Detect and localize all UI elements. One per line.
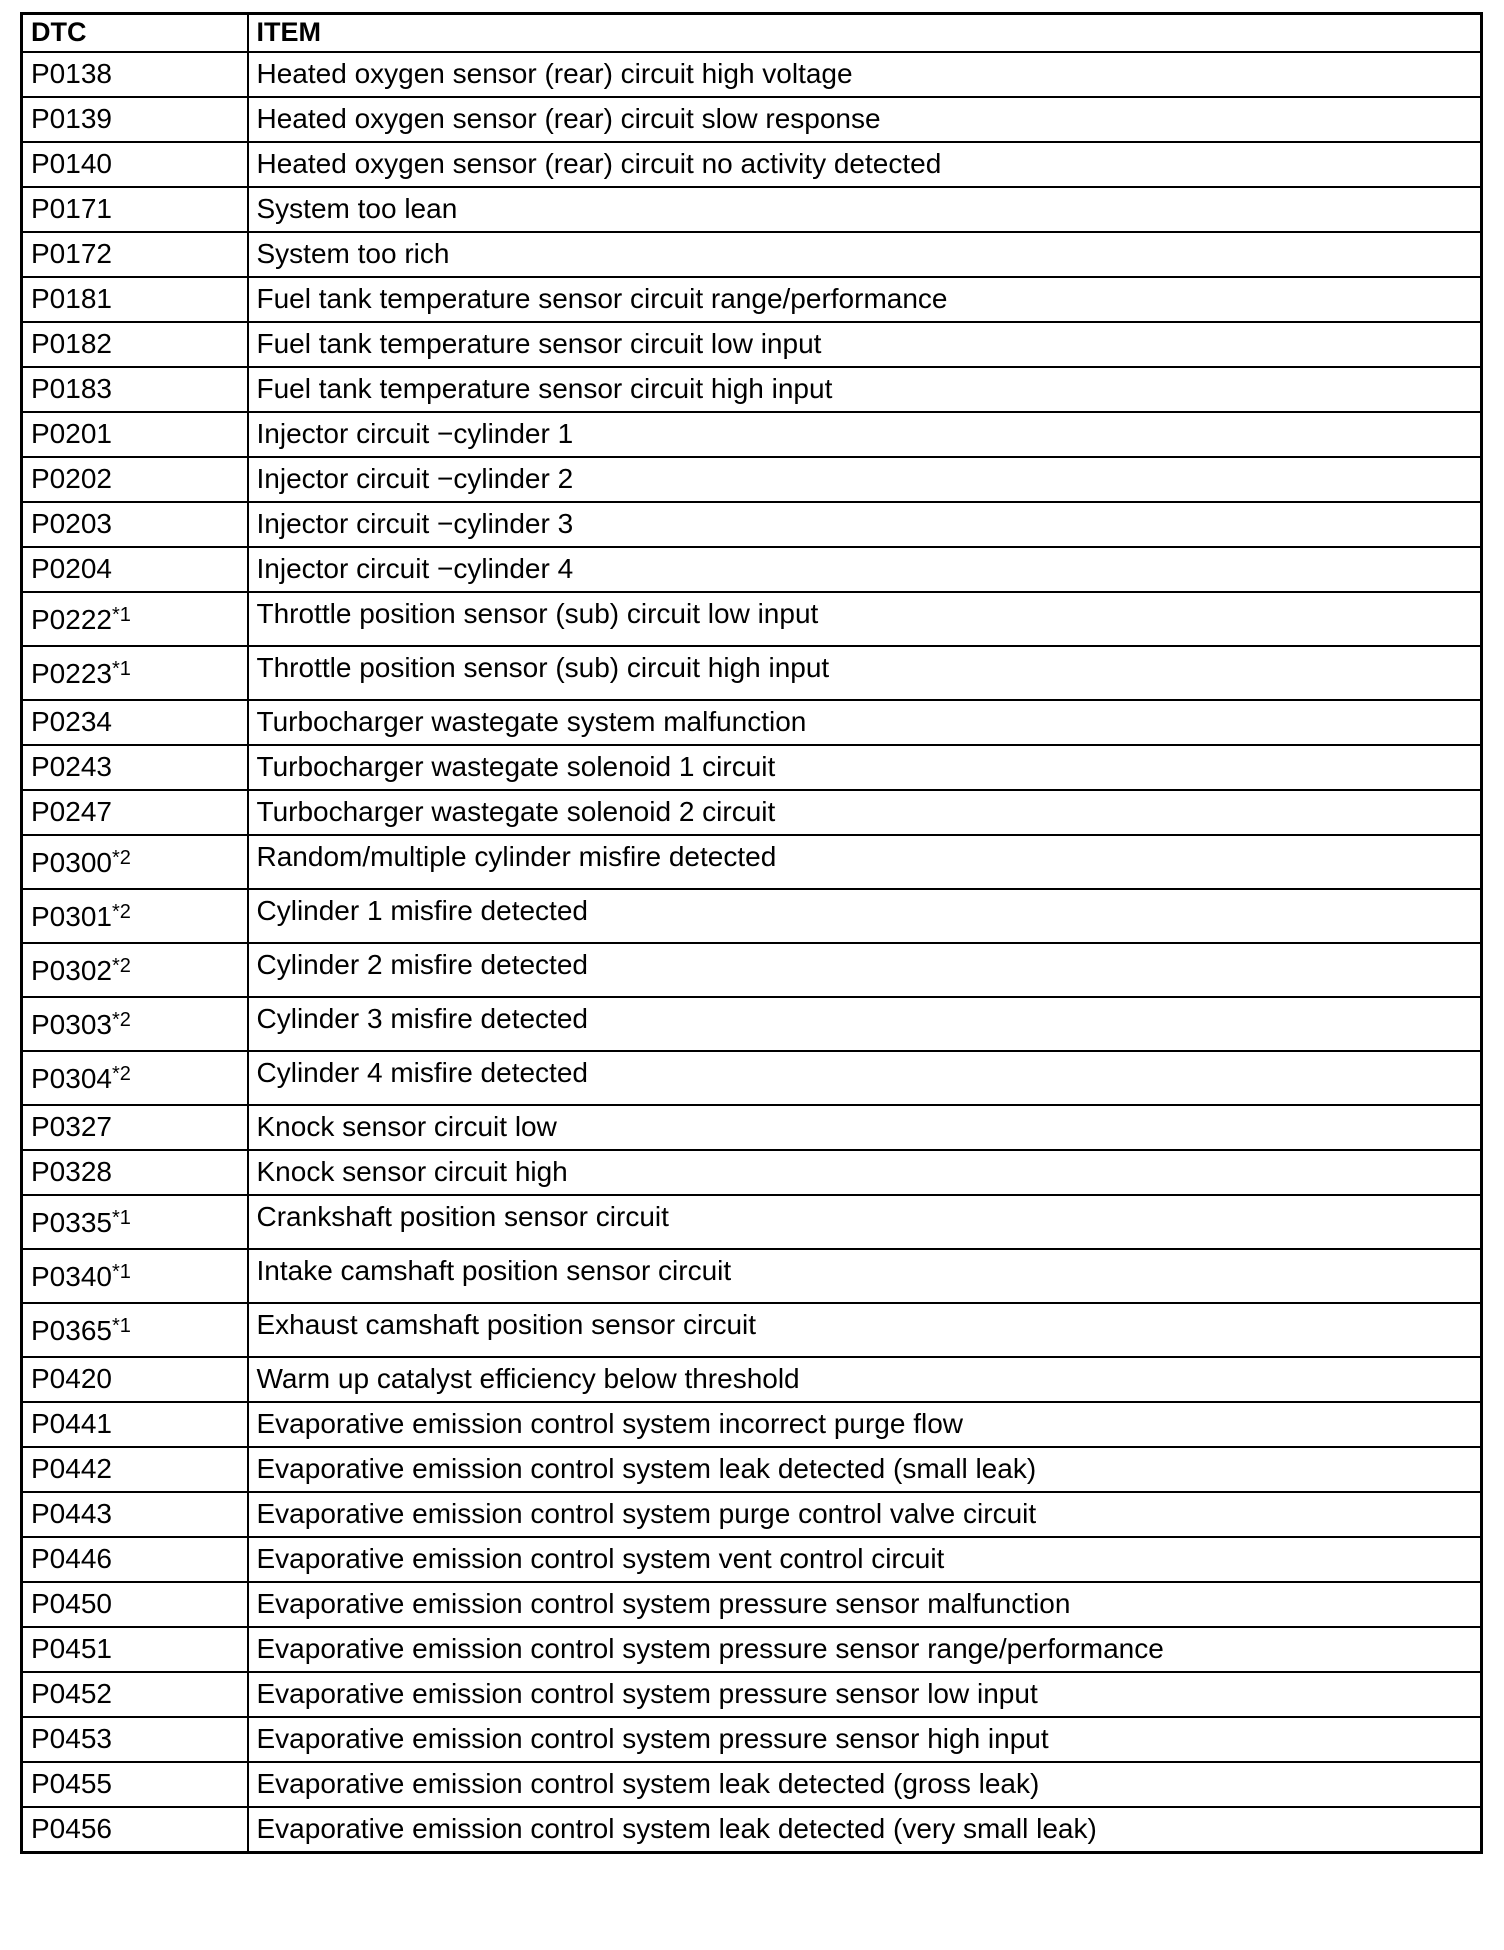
table-row <box>22 457 1482 502</box>
item-cell: Knock sensor circuit low <box>248 1105 1482 1150</box>
table-row <box>22 943 1482 997</box>
dtc-code: P0202 <box>31 463 112 494</box>
footnote-marker: *1 <box>111 604 131 626</box>
dtc-code: P0301 <box>31 901 112 932</box>
dtc-code: P0302 <box>31 955 112 986</box>
dtc-cell <box>22 1402 248 1447</box>
dtc-cell <box>22 943 248 997</box>
dtc-cell <box>22 1537 248 1582</box>
dtc-cell <box>22 1672 248 1717</box>
item-cell: Injector circuit −cylinder 3 <box>248 502 1482 547</box>
dtc-cell <box>22 1303 248 1357</box>
dtc-code: P0446 <box>31 1543 112 1574</box>
header-row <box>22 14 1482 53</box>
footnote-marker: *1 <box>111 1207 131 1229</box>
dtc-code: P0181 <box>31 283 112 314</box>
item-cell: Throttle position sensor (sub) circuit low input <box>248 592 1482 646</box>
dtc-cell <box>22 1447 248 1492</box>
table-row <box>22 187 1482 232</box>
dtc-cell <box>22 889 248 943</box>
table-row <box>22 1672 1482 1717</box>
dtc-code: P0171 <box>31 193 112 224</box>
footnote-marker: *2 <box>111 847 131 869</box>
dtc-code: P0234 <box>31 706 112 737</box>
dtc-cell <box>22 1807 248 1852</box>
dtc-cell <box>22 457 248 502</box>
footnote-marker: *2 <box>111 1009 131 1031</box>
dtc-code: P0441 <box>31 1408 112 1439</box>
table-row <box>22 52 1482 97</box>
dtc-cell <box>22 835 248 889</box>
item-cell: Crankshaft position sensor circuit <box>248 1195 1482 1249</box>
item-cell: Heated oxygen sensor (rear) circuit high voltage <box>248 52 1482 97</box>
dtc-code: P0223 <box>31 658 112 689</box>
dtc-column-header: DTC <box>22 14 248 53</box>
table-row <box>22 412 1482 457</box>
item-cell: Random/multiple cylinder misfire detected <box>248 835 1482 889</box>
item-cell: Evaporative emission control system leak detected (very small leak) <box>248 1807 1482 1852</box>
table-row <box>22 97 1482 142</box>
dtc-cell <box>22 367 248 412</box>
dtc-code: P0443 <box>31 1498 112 1529</box>
table-row <box>22 1447 1482 1492</box>
dtc-code: P0183 <box>31 373 112 404</box>
item-cell: Evaporative emission control system vent control circuit <box>248 1537 1482 1582</box>
item-cell: Fuel tank temperature sensor circuit low input <box>248 322 1482 367</box>
dtc-code: P0243 <box>31 751 112 782</box>
table-row <box>22 502 1482 547</box>
table-row <box>22 1537 1482 1582</box>
dtc-cell <box>22 790 248 835</box>
dtc-code: P0365 <box>31 1315 112 1346</box>
dtc-code: P0327 <box>31 1111 112 1142</box>
item-cell: Evaporative emission control system pressure sensor low input <box>248 1672 1482 1717</box>
footnote-marker: *1 <box>111 1261 131 1283</box>
item-cell: Cylinder 1 misfire detected <box>248 889 1482 943</box>
table-row <box>22 322 1482 367</box>
dtc-code: P0222 <box>31 604 112 635</box>
table-row <box>22 1249 1482 1303</box>
table-row <box>22 1195 1482 1249</box>
dtc-cell <box>22 1195 248 1249</box>
item-cell: System too lean <box>248 187 1482 232</box>
dtc-cell <box>22 1357 248 1402</box>
table-row <box>22 745 1482 790</box>
item-cell: Evaporative emission control system leak detected (gross leak) <box>248 1762 1482 1807</box>
dtc-code: P0172 <box>31 238 112 269</box>
item-cell: Exhaust camshaft position sensor circuit <box>248 1303 1482 1357</box>
dtc-cell <box>22 1492 248 1537</box>
item-cell: Evaporative emission control system pressure sensor malfunction <box>248 1582 1482 1627</box>
dtc-cell <box>22 646 248 700</box>
dtc-code: P0247 <box>31 796 112 827</box>
dtc-code: P0204 <box>31 553 112 584</box>
dtc-code: P0452 <box>31 1678 112 1709</box>
item-cell: Evaporative emission control system incorrect purge flow <box>248 1402 1482 1447</box>
table-row <box>22 889 1482 943</box>
table-row <box>22 1303 1482 1357</box>
dtc-table <box>20 12 1483 1854</box>
dtc-cell <box>22 1627 248 1672</box>
item-column-header: ITEM <box>248 14 1482 53</box>
footnote-marker: *2 <box>111 955 131 977</box>
dtc-code: P0335 <box>31 1207 112 1238</box>
item-cell: Injector circuit −cylinder 1 <box>248 412 1482 457</box>
dtc-cell <box>22 232 248 277</box>
dtc-code: P0451 <box>31 1633 112 1664</box>
dtc-cell <box>22 997 248 1051</box>
dtc-cell <box>22 277 248 322</box>
table-body <box>22 52 1482 1852</box>
item-cell: Evaporative emission control system purge control valve circuit <box>248 1492 1482 1537</box>
dtc-code: P0420 <box>31 1363 112 1394</box>
item-cell: Evaporative emission control system leak detected (small leak) <box>248 1447 1482 1492</box>
dtc-cell <box>22 592 248 646</box>
table-row <box>22 1492 1482 1537</box>
dtc-code: P0442 <box>31 1453 112 1484</box>
table-row <box>22 592 1482 646</box>
dtc-cell <box>22 412 248 457</box>
dtc-cell <box>22 1717 248 1762</box>
dtc-cell <box>22 1150 248 1195</box>
item-cell: Cylinder 2 misfire detected <box>248 943 1482 997</box>
dtc-code: P0138 <box>31 58 112 89</box>
dtc-code: P0201 <box>31 418 112 449</box>
item-cell: Turbocharger wastegate solenoid 2 circuit <box>248 790 1482 835</box>
dtc-cell <box>22 1249 248 1303</box>
dtc-code: P0453 <box>31 1723 112 1754</box>
item-cell: System too rich <box>248 232 1482 277</box>
item-cell: Intake camshaft position sensor circuit <box>248 1249 1482 1303</box>
dtc-cell <box>22 52 248 97</box>
dtc-cell <box>22 97 248 142</box>
dtc-code: P0300 <box>31 847 112 878</box>
item-cell: Evaporative emission control system pressure sensor high input <box>248 1717 1482 1762</box>
table-row <box>22 1762 1482 1807</box>
table-row <box>22 700 1482 745</box>
dtc-cell <box>22 1105 248 1150</box>
dtc-cell <box>22 502 248 547</box>
dtc-cell <box>22 1582 248 1627</box>
table-row <box>22 142 1482 187</box>
table-row <box>22 1051 1482 1105</box>
dtc-cell <box>22 745 248 790</box>
dtc-code: P0304 <box>31 1063 112 1094</box>
item-cell: Warm up catalyst efficiency below threshold <box>248 1357 1482 1402</box>
table-row <box>22 232 1482 277</box>
item-cell: Cylinder 3 misfire detected <box>248 997 1482 1051</box>
table-row <box>22 1807 1482 1852</box>
dtc-code: P0140 <box>31 148 112 179</box>
table-row <box>22 1357 1482 1402</box>
table-row <box>22 277 1482 322</box>
table-row <box>22 547 1482 592</box>
dtc-cell <box>22 142 248 187</box>
item-cell: Fuel tank temperature sensor circuit range/performance <box>248 277 1482 322</box>
dtc-cell <box>22 547 248 592</box>
dtc-code: P0139 <box>31 103 112 134</box>
table-row <box>22 646 1482 700</box>
dtc-cell <box>22 1051 248 1105</box>
table-row <box>22 997 1482 1051</box>
table-row <box>22 367 1482 412</box>
table-row <box>22 1582 1482 1627</box>
table-header <box>22 14 1482 53</box>
item-cell: Injector circuit −cylinder 4 <box>248 547 1482 592</box>
table-row <box>22 1627 1482 1672</box>
item-cell: Fuel tank temperature sensor circuit high input <box>248 367 1482 412</box>
item-cell: Knock sensor circuit high <box>248 1150 1482 1195</box>
dtc-cell <box>22 700 248 745</box>
dtc-code: P0328 <box>31 1156 112 1187</box>
dtc-code: P0182 <box>31 328 112 359</box>
item-cell: Heated oxygen sensor (rear) circuit slow response <box>248 97 1482 142</box>
item-cell: Heated oxygen sensor (rear) circuit no activity detected <box>248 142 1482 187</box>
dtc-code: P0450 <box>31 1588 112 1619</box>
dtc-code: P0456 <box>31 1813 112 1844</box>
table-row <box>22 790 1482 835</box>
footnote-marker: *1 <box>111 1315 131 1337</box>
dtc-code: P0455 <box>31 1768 112 1799</box>
table-row <box>22 1105 1482 1150</box>
item-cell: Injector circuit −cylinder 2 <box>248 457 1482 502</box>
item-cell: Turbocharger wastegate system malfunction <box>248 700 1482 745</box>
item-cell: Throttle position sensor (sub) circuit high input <box>248 646 1482 700</box>
table-row <box>22 835 1482 889</box>
table-row <box>22 1402 1482 1447</box>
item-cell: Cylinder 4 misfire detected <box>248 1051 1482 1105</box>
footnote-marker: *1 <box>111 658 131 680</box>
item-cell: Turbocharger wastegate solenoid 1 circuit <box>248 745 1482 790</box>
dtc-code: P0303 <box>31 1009 112 1040</box>
footnote-marker: *2 <box>111 1063 131 1085</box>
dtc-code: P0203 <box>31 508 112 539</box>
table-row <box>22 1717 1482 1762</box>
dtc-code: P0340 <box>31 1261 112 1292</box>
table-row <box>22 1150 1482 1195</box>
dtc-cell <box>22 1762 248 1807</box>
dtc-cell <box>22 187 248 232</box>
footnote-marker: *2 <box>111 901 131 923</box>
item-cell: Evaporative emission control system pressure sensor range/performance <box>248 1627 1482 1672</box>
dtc-cell <box>22 322 248 367</box>
